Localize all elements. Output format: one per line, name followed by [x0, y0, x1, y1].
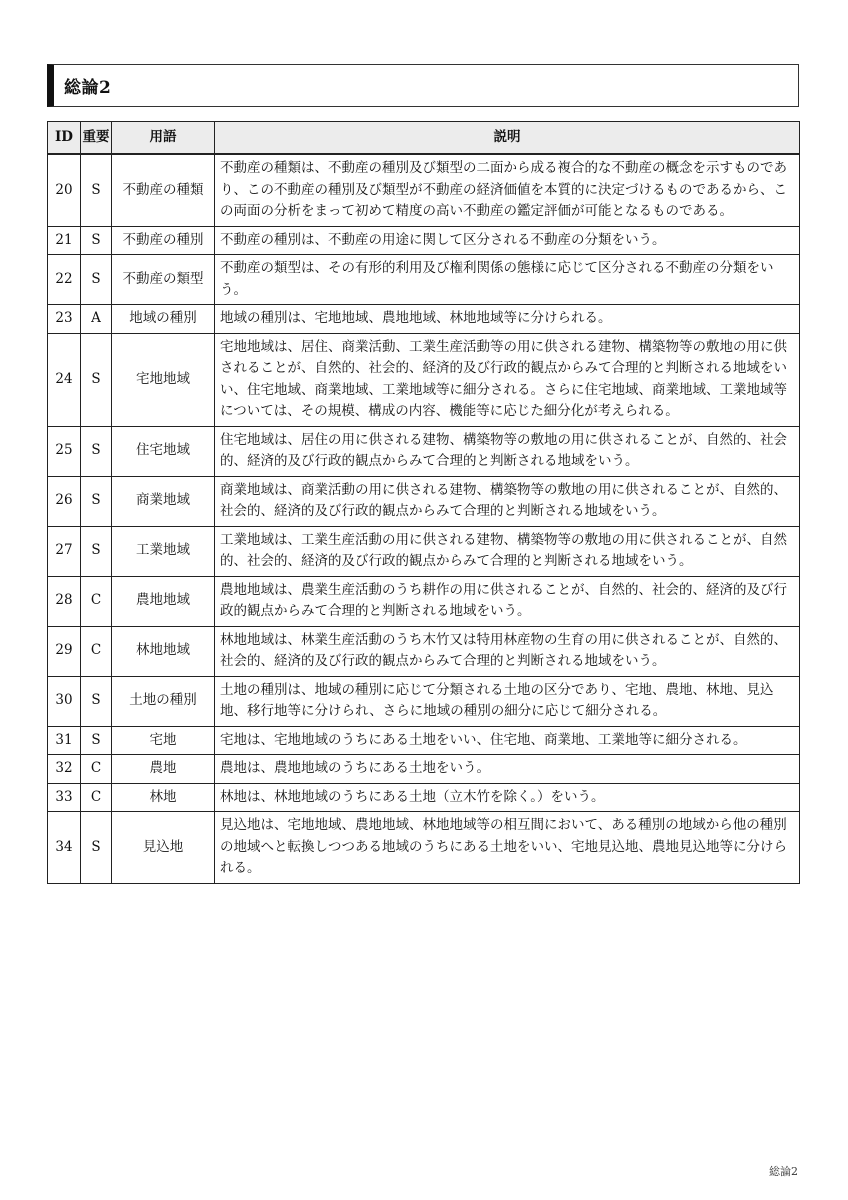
cell-importance: S: [81, 255, 112, 305]
cell-importance: S: [81, 676, 112, 726]
table-header-row: [48, 122, 800, 155]
cell-description: 不動産の種類は、不動産の種別及び類型の二面から成る複合的な不動産の概念を示すものであり、この不動産の種別及び類型が不動産の経済価値を本質的に決定づけるものであるから、この両面の分析をまって初めて精度の高い不動産の鑑定評価が可能となるものである。: [215, 154, 800, 226]
table-row: [48, 333, 800, 426]
cell-id: 32: [48, 755, 81, 784]
cell-id: 24: [48, 333, 81, 426]
cell-id: 34: [48, 812, 81, 884]
table-row: [48, 426, 800, 476]
cell-description: 見込地は、宅地地域、農地地域、林地地域等の相互間において、ある種別の地域から他の種別の地域へと転換しつつある地域のうちにある土地をいい、宅地見込地、農地見込地等に分けられる。: [215, 812, 800, 884]
cell-term: 宅地: [112, 726, 215, 755]
cell-term: 林地: [112, 783, 215, 812]
header-id: ID: [48, 122, 81, 155]
page-footer-label: 総論2: [769, 1165, 798, 1178]
cell-term: 商業地域: [112, 476, 215, 526]
cell-term: 林地地域: [112, 626, 215, 676]
cell-description: 不動産の類型は、その有形的利用及び権利関係の態様に応じて区分される不動産の分類をいう。: [215, 255, 800, 305]
table-row: [48, 226, 800, 255]
cell-importance: C: [81, 576, 112, 626]
cell-description: 宅地地域は、居住、商業活動、工業生産活動等の用に供される建物、構築物等の敷地の用に供されることが、自然的、社会的、経済的及び行政的観点からみて合理的と判断される地域をいい、住宅地域、商業地域、工業地域等に細分される。さらに住宅地域、商業地域、工業地域等については、その規模、構成の内容、機能等に応じた細分化が考えられる。: [215, 333, 800, 426]
cell-importance: C: [81, 783, 112, 812]
cell-importance: S: [81, 333, 112, 426]
cell-id: 28: [48, 576, 81, 626]
header-term: 用語: [112, 122, 215, 155]
cell-importance: S: [81, 726, 112, 755]
cell-description: 農地地域は、農業生産活動のうち耕作の用に供されることが、自然的、社会的、経済的及び行政的観点からみて合理的と判断される地域をいう。: [215, 576, 800, 626]
cell-description: 商業地域は、商業活動の用に供される建物、構築物等の敷地の用に供されることが、自然的、社会的、経済的及び行政的観点からみて合理的と判断される地域をいう。: [215, 476, 800, 526]
cell-id: 29: [48, 626, 81, 676]
glossary-table: [47, 121, 800, 884]
table-row: [48, 255, 800, 305]
header-importance: 重要: [81, 122, 112, 155]
cell-term: 農地: [112, 755, 215, 784]
cell-id: 22: [48, 255, 81, 305]
cell-id: 30: [48, 676, 81, 726]
table-row: [48, 526, 800, 576]
cell-term: 工業地域: [112, 526, 215, 576]
cell-importance: C: [81, 755, 112, 784]
cell-importance: S: [81, 526, 112, 576]
cell-importance: S: [81, 226, 112, 255]
cell-term: 見込地: [112, 812, 215, 884]
cell-description: 不動産の種別は、不動産の用途に関して区分される不動産の分類をいう。: [215, 226, 800, 255]
cell-id: 20: [48, 154, 81, 226]
cell-term: 不動産の種類: [112, 154, 215, 226]
cell-description: 農地は、農地地域のうちにある土地をいう。: [215, 755, 800, 784]
cell-term: 土地の種別: [112, 676, 215, 726]
cell-description: 土地の種別は、地域の種別に応じて分類される土地の区分であり、宅地、農地、林地、見込地、移行地等に分けられ、さらに地域の種別の細分に応じて細分される。: [215, 676, 800, 726]
table-row: [48, 476, 800, 526]
cell-importance: A: [81, 305, 112, 334]
cell-id: 26: [48, 476, 81, 526]
table-row: [48, 626, 800, 676]
cell-id: 25: [48, 426, 81, 476]
cell-term: 農地地域: [112, 576, 215, 626]
cell-importance: S: [81, 812, 112, 884]
header-description: 説明: [215, 122, 800, 155]
cell-importance: C: [81, 626, 112, 676]
table-row: [48, 305, 800, 334]
cell-description: 宅地は、宅地地域のうちにある土地をいい、住宅地、商業地、工業地等に細分される。: [215, 726, 800, 755]
table-row: [48, 812, 800, 884]
table-row: [48, 676, 800, 726]
table-row: [48, 783, 800, 812]
cell-description: 住宅地域は、居住の用に供される建物、構築物等の敷地の用に供されることが、自然的、社会的、経済的及び行政的観点からみて合理的と判断される地域をいう。: [215, 426, 800, 476]
table-row: [48, 755, 800, 784]
cell-description: 林地は、林地地域のうちにある土地（立木竹を除く。）をいう。: [215, 783, 800, 812]
cell-importance: S: [81, 476, 112, 526]
cell-term: 不動産の類型: [112, 255, 215, 305]
table-row: [48, 726, 800, 755]
table-row: [48, 154, 800, 226]
cell-description: 林地地域は、林業生産活動のうち木竹又は特用林産物の生育の用に供されることが、自然的、社会的、経済的及び行政的観点からみて合理的と判断される地域をいう。: [215, 626, 800, 676]
cell-id: 21: [48, 226, 81, 255]
cell-term: 住宅地域: [112, 426, 215, 476]
cell-term: 地域の種別: [112, 305, 215, 334]
cell-id: 23: [48, 305, 81, 334]
page-title-box: [47, 64, 799, 107]
cell-id: 33: [48, 783, 81, 812]
page-title: 総論2: [64, 78, 112, 98]
cell-id: 27: [48, 526, 81, 576]
table-row: [48, 576, 800, 626]
cell-importance: S: [81, 154, 112, 226]
cell-term: 不動産の種別: [112, 226, 215, 255]
cell-description: 地域の種別は、宅地地域、農地地域、林地地域等に分けられる。: [215, 305, 800, 334]
cell-importance: S: [81, 426, 112, 476]
cell-term: 宅地地域: [112, 333, 215, 426]
cell-description: 工業地域は、工業生産活動の用に供される建物、構築物等の敷地の用に供されることが、自然的、社会的、経済的及び行政的観点からみて合理的と判断される地域をいう。: [215, 526, 800, 576]
cell-id: 31: [48, 726, 81, 755]
